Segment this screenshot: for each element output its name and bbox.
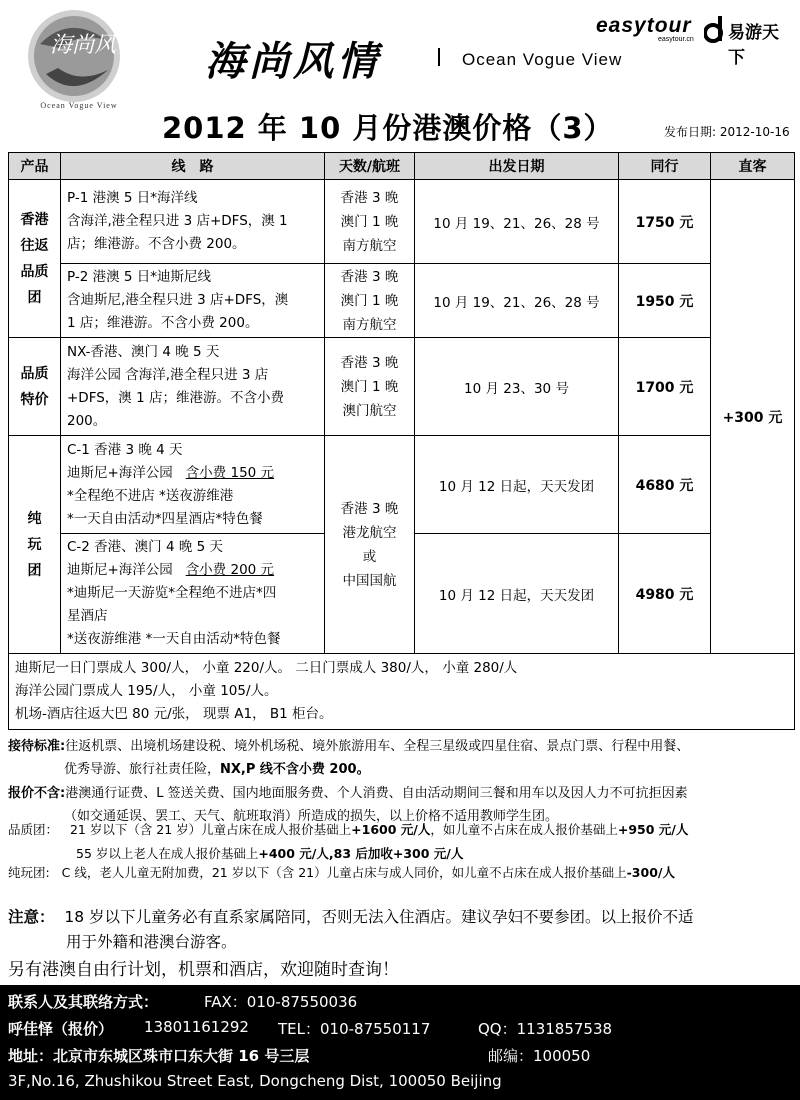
days-line: 澳门 1 晚 [340, 213, 399, 230]
product-group-cell [9, 180, 61, 338]
days-cell [325, 436, 415, 654]
departure-date: 10 月 12 日起，天天发团 [415, 534, 619, 654]
days-cell [325, 338, 415, 436]
product-label: 品质 [20, 263, 49, 280]
days-line: 港龙航空 [342, 524, 397, 541]
col-header: 天数/航班 [325, 153, 415, 180]
ticket-notes [9, 654, 795, 730]
route-line: 200。 [67, 412, 107, 429]
product-group-cell [9, 436, 61, 654]
route-line: *送夜游维港 *一天自由活动*特色餐 [67, 631, 281, 647]
page-title: 2012 年 10 月份港澳价格（3） [162, 111, 614, 145]
logo-caption: Ocean Vogue View [40, 101, 118, 110]
product-label: 品质 [20, 365, 49, 382]
col-header: 线 路 [61, 153, 325, 180]
notice-label: 注意： [8, 908, 55, 926]
route-cell [61, 436, 325, 534]
table-row [9, 180, 795, 264]
term-label: 纯玩团: [8, 865, 50, 880]
days-line: 香港 3 晚 [340, 189, 399, 206]
days-line: 或 [362, 548, 377, 565]
term-text-bold: -300/人 [626, 865, 675, 880]
agency-price: 1750 元 [619, 180, 711, 264]
company-logo [10, 4, 148, 114]
route-line: P-1 港澳 5 日*海洋线 [67, 190, 198, 206]
route-line: 1 店；维港游。不含小费 200。 [67, 315, 259, 331]
partner-mark-icon [704, 14, 726, 44]
publish-date: 发布日期: 2012-10-16 [664, 125, 790, 139]
product-label: 香港 [20, 211, 49, 228]
departure-date: 10 月 12 日起，天天发团 [415, 436, 619, 534]
days-cell [325, 264, 415, 338]
quality-tour-terms [8, 818, 794, 866]
mobile-number: 13801161292 [144, 1018, 249, 1036]
route-line: 含迪斯尼,港全程只进 3 店+DFS，澳 [67, 292, 289, 308]
route-line: 海洋公园 含海洋,港全程只进 3 店 [67, 366, 269, 383]
col-header: 产品 [9, 153, 61, 180]
term-text: 港澳通行证费、L 签送关费、国内地面服务费、个人消费、自由活动期间三餐和用车以及因人力不可抗拒因素 [65, 786, 688, 801]
product-label: 玩 [27, 536, 42, 553]
route-line: P-2 港澳 5 日*迪斯尼线 [67, 269, 212, 285]
included-terms [8, 735, 794, 781]
days-line: 香港 3 晚 [340, 268, 399, 285]
qq-number: QQ：1131857538 [478, 1020, 613, 1038]
departure-date: 10 月 19、21、26、28 号 [415, 264, 619, 338]
route-line: 店；维港游。不含小费 200。 [67, 236, 246, 252]
col-header: 出发日期 [415, 153, 619, 180]
extra-offer: 另有港澳自由行计划，机票和酒店，欢迎随时查询！ [8, 960, 399, 980]
days-line: 香港 3 晚 [340, 500, 399, 517]
term-text-bold: +950 元/人 [617, 822, 689, 837]
route-line: *一天自由活动*四星酒店*特色餐 [67, 510, 263, 527]
route-line: *全程绝不进店 *送夜游维港 [67, 487, 234, 504]
days-line: 南方航空 [342, 316, 397, 333]
term-label: 接待标准: [8, 739, 66, 754]
term-label: 报价不含: [8, 786, 66, 801]
days-line: 澳门航空 [342, 402, 397, 419]
term-text-bold: +1600 元/人 [351, 822, 431, 837]
partner-logo [596, 14, 792, 68]
agency-price: 1950 元 [619, 264, 711, 338]
term-text-bold: +400 元/人,83 后加收+300 元/人 [258, 846, 464, 861]
address-english: 3F,No.16, Zhushikou Street East, Dongcheng Dist, 100050 Beijing [8, 1072, 502, 1090]
product-label: 往返 [20, 237, 49, 254]
agency-price: 4980 元 [619, 534, 711, 654]
route-line: C-1 香港 3 晚 4 天 [67, 441, 183, 458]
route-line [67, 462, 318, 485]
partner-name-cn: 易游天下 [728, 23, 779, 68]
departure-date: 10 月 23、30 号 [415, 338, 619, 436]
term-text: 55 岁以上老人在成人报价基础上 [76, 846, 259, 861]
note-line: 机场-酒店往返大巴 80 元/张， 现票 A1， B1 柜台。 [15, 706, 333, 722]
note-line: 海洋公园门票成人 195/人， 小童 105/人。 [15, 683, 278, 699]
days-line: 澳门 1 晚 [340, 378, 399, 395]
col-header: 同行 [619, 153, 711, 180]
term-text: 21 岁以下（含 21 岁）儿童占床在成人报价基础上 [69, 822, 352, 837]
term-text-bold: NX,P 线不含小费 200。 [220, 762, 370, 777]
tel-number: TEL：010-87550117 [278, 1020, 431, 1038]
days-line: 南方航空 [342, 237, 397, 254]
route-cell [61, 180, 325, 264]
notice [8, 905, 792, 955]
term-text: （如交通延误、罢工、天气、航班取消）所造成的损失，以上价格不适用教师学生团。 [64, 809, 559, 824]
days-line: 澳门 1 晚 [340, 292, 399, 309]
agency-price: 1700 元 [619, 338, 711, 436]
route-line: NX-香港、澳门 4 晚 5 天 [67, 343, 220, 360]
term-text: 优秀导游、旅行社责任险， [64, 762, 221, 777]
route-line [67, 559, 318, 582]
note-line: 迪斯尼一日门票成人 300/人， 小童 220/人。 二日门票成人 380/人， 小童 280/人 [15, 660, 518, 676]
route-cell [61, 264, 325, 338]
table-row [9, 338, 795, 436]
tip-included: 含小费 150 元 [185, 464, 275, 481]
product-group-cell [9, 338, 61, 436]
product-label: 团 [27, 289, 42, 306]
fax-number: FAX：010-87550036 [204, 993, 358, 1011]
route-line: 星酒店 [67, 608, 108, 624]
postcode: 邮编：100050 [488, 1047, 591, 1065]
term-label: 品质团： [8, 822, 59, 837]
contact-label: 联系人及其联络方式： [8, 993, 159, 1011]
term-text: ，如儿童不占床在成人报价基础上 [430, 822, 618, 837]
direct-price: +300 元 [711, 180, 795, 654]
contact-footer [0, 985, 800, 1100]
days-cell [325, 180, 415, 264]
tip-included: 含小费 200 元 [185, 562, 275, 578]
product-label: 团 [27, 562, 42, 579]
departure-date: 10 月 19、21、26、28 号 [415, 180, 619, 264]
table-row [9, 436, 795, 534]
address: 地址：北京市东城区珠市口东大街 16 号三层 [8, 1047, 310, 1065]
partner-logo-text: easytour [596, 14, 692, 37]
product-label: 特价 [20, 391, 49, 408]
route-cell [61, 338, 325, 436]
route-line: C-2 香港、澳门 4 晚 5 天 [67, 539, 224, 555]
route-cell [61, 534, 325, 654]
route-highlight: 迪斯尼+海洋公园 [67, 464, 173, 481]
route-line: *迪斯尼一天游览*全程绝不进店*四 [67, 585, 277, 601]
product-label: 纯 [27, 510, 42, 527]
contact-person: 呼佳怿（报价） [8, 1020, 114, 1038]
term-text: C 线，老人儿童无附加费，21 岁以下（含 21）儿童占床与成人同价，如儿童不占床在成人报价基础上 [61, 865, 627, 880]
logo-glyphs: 海尚风情 [50, 33, 139, 58]
days-line: 香港 3 晚 [340, 354, 399, 371]
partner-url: easytour.cn [658, 36, 694, 43]
table-notes-row [9, 654, 795, 730]
brand-divider [438, 48, 440, 66]
pure-tour-terms [8, 861, 794, 884]
notice-text: 18 岁以下儿童务必有直系家属陪同，否则无法入住酒店。建议孕妇不要参团。以上报价不适 [64, 908, 694, 926]
notice-text: 用于外籍和港澳台游客。 [66, 933, 237, 951]
brand-name: 海尚风情 [205, 38, 381, 85]
route-line: +DFS，澳 1 店；维港游。不含小费 [67, 389, 284, 406]
route-line: 含海洋,港全程只进 3 店+DFS，澳 1 [67, 213, 288, 229]
term-text: 往返机票、出境机场建设税、境外机场税、境外旅游用车、全程三星级或四星住宿、景点门票、行程中用餐、 [65, 739, 690, 754]
table-header-row [9, 153, 795, 180]
col-header: 直客 [711, 153, 795, 180]
brand-english: Ocean Vogue View [462, 50, 623, 69]
route-highlight: 迪斯尼+海洋公园 [67, 562, 173, 578]
table-row [9, 264, 795, 338]
days-line: 中国国航 [342, 572, 397, 589]
agency-price: 4680 元 [619, 436, 711, 534]
price-table [8, 152, 795, 730]
